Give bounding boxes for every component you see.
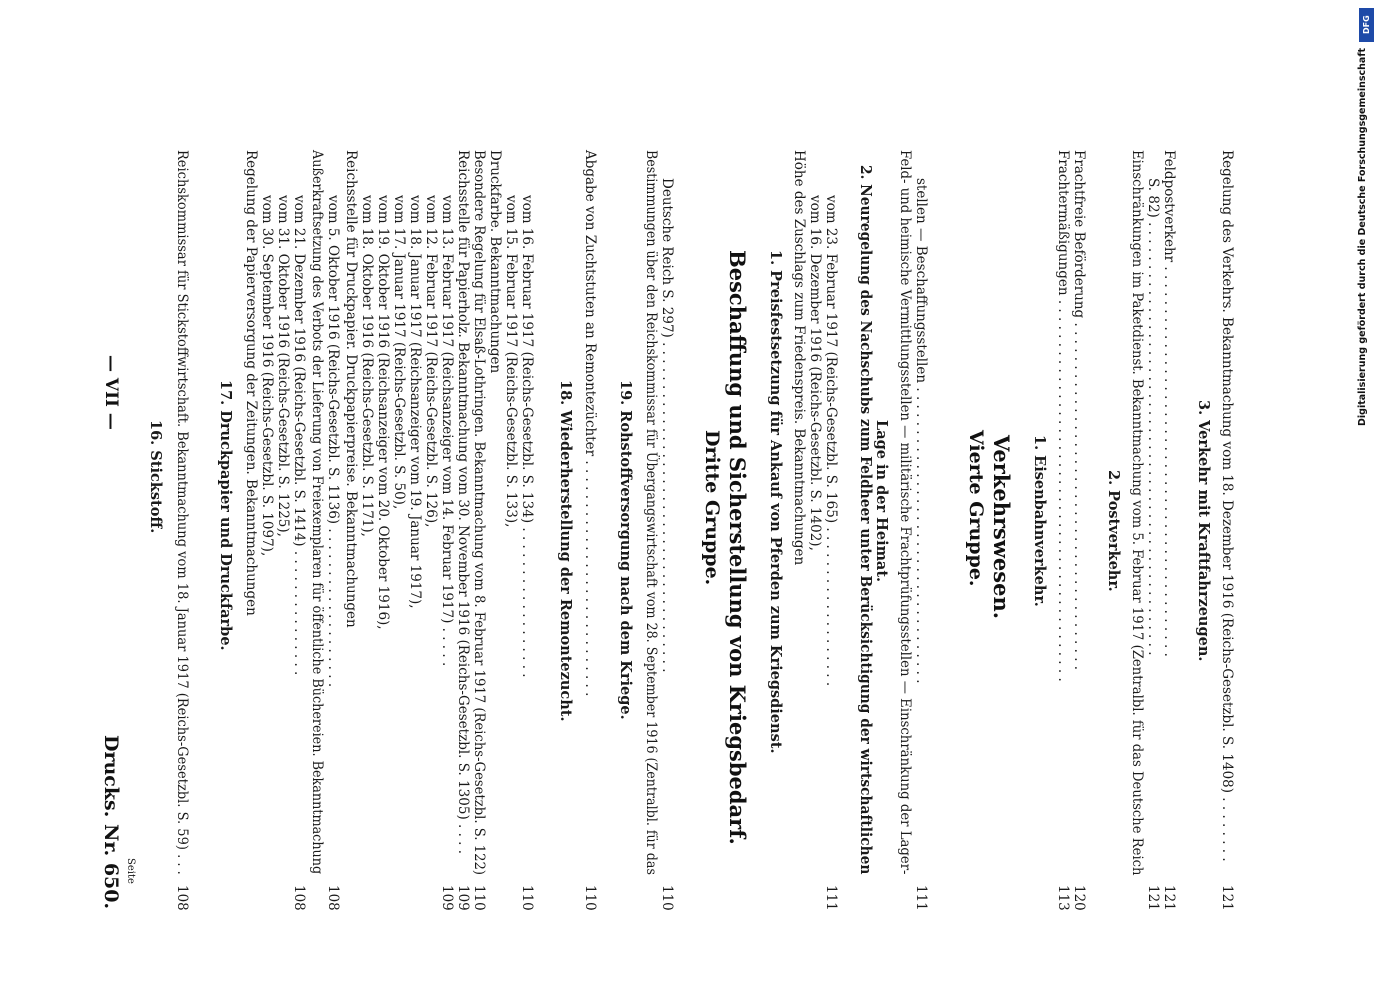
section-heading: Lage in der Heimat.: [873, 420, 890, 583]
toc-entry: vom 18. Januar 1917 (Reichsanzeiger vom 19. Januar 1917),: [407, 195, 423, 609]
toc-entry: Außerkraftsetzung des Verbots der Lieferung von Freiexemplaren für öffentliche Büchereien. Bekanntmachung: [309, 150, 325, 875]
toc-page: 111: [823, 885, 839, 911]
toc-entry: Druckfarbe. Bekanntmachungen: [487, 150, 503, 374]
toc-entry: Regelung des Verkehrs. Bekanntmachung vom 18. Dezember 1916 (Reichs-Gesetzbl. S. 1408) . . . . . . . .: [1219, 150, 1235, 862]
toc-entry: Einschränkungen im Paketdienst. Bekanntmachung vom 5. Februar 1917 (Zentralbl. für das Deutsche Reich: [1129, 150, 1145, 876]
toc-entry: vom 5. Oktober 1916 (Reichs-Gesetzbl. S. 1136) . . . . . . . . . . . . . . . . . . .: [325, 195, 341, 688]
toc-entry: vom 23. Februar 1917 (Reichs-Gesetzbl. S. 165) . . . . . . . . . . . . . . . . . . .: [823, 195, 839, 687]
toc-page: 121: [1145, 885, 1161, 911]
section-heading: 19. Rohstoffversorgung nach dem Kriege.: [617, 380, 634, 720]
toc-entry: Höhe des Zuschlags zum Friedenspreis. Bekanntmachungen: [791, 150, 807, 566]
section-heading: 1. Preisfestsetzung für Ankauf von Pferden zum Kriegsdienst.: [767, 250, 784, 754]
page-header-left: — VII —: [101, 355, 121, 430]
toc-page: 110: [582, 885, 598, 911]
toc-entry: vom 31. Oktober 1916 (Reichs-Gesetzbl. S. 1225),: [275, 195, 291, 537]
dfg-logo: DFG: [1359, 8, 1374, 42]
section-heading: 17. Druckpapier und Druckfarbe.: [217, 380, 234, 651]
toc-entry: vom 21. Dezember 1916 (Reichs-Gesetzbl. S. 1414) . . . . . . . . . . . . . . .: [291, 195, 307, 676]
group-heading: Vierte Gruppe.: [965, 430, 987, 587]
toc-entry: vom 16. Februar 1917 (Reichs-Gesetzbl. S. 134) . . . . . . . . . . . . . . . . . .: [519, 195, 535, 678]
toc-page: 108: [174, 885, 190, 911]
toc-entry: Reichskommissar für Stickstoffwirtschaft. Bekanntmachung vom 18. Januar 1917 (Reichs-Gesetzbl. S. 59) . . .: [174, 150, 190, 875]
toc-page: 110: [659, 885, 675, 911]
digitization-stamp: [1357, 8, 1377, 426]
digitization-credit: Digitalisierung gefördert durch die Deutsche Forschungsgemeinschaft: [1357, 48, 1368, 426]
toc-entry: vom 17. Januar 1917 (Reichs-Gesetzbl. S. 50),: [391, 195, 407, 510]
toc-page: 111: [913, 885, 929, 911]
toc-entry: Reichsstelle für Papierholz. Bekanntmachung vom 30. November 1916 (Reichs-Gesetzbl. S. 1305) . . . .: [455, 150, 471, 855]
toc-entry: vom 19. Oktober 1916 (Reichsanzeiger vom 20. Oktober 1916),: [375, 195, 391, 630]
toc-entry: Abgabe von Zuchtstuten an Remontezüchter . . . . . . . . . . . . . . . . . . . . . . . . . . . .: [582, 150, 598, 697]
toc-entry: Feld- und heimische Vermittlungsstellen — militärische Frachtprüfungsstellen — Einschränkung der Lager-: [897, 150, 913, 875]
section-heading: 18. Wiederherstellung der Remontezucht.: [557, 380, 574, 722]
toc-page: 121: [1219, 885, 1235, 911]
toc-entry: Besondere Regelung für Elsaß-Lothringen. Bekanntmachung vom 8. Februar 1917 (Reichs-Gesetzbl. S. 122): [471, 150, 487, 876]
toc-page: 108: [291, 885, 307, 911]
section-heading: 2. Postverkehr.: [1105, 470, 1122, 592]
toc-entry: vom 18. Oktober 1916 (Reichs-Gesetzbl. S. 1171),: [359, 195, 375, 537]
section-heading: 1. Eisenbahnverkehr.: [1031, 435, 1048, 607]
seite-label: Seite: [125, 858, 136, 884]
group-heading: Dritte Gruppe.: [701, 430, 723, 586]
group-title: Beschaffung und Sicherstellung von Kriegsbedarf.: [725, 250, 750, 845]
toc-entry: vom 13. Februar 1917 (Reichsanzeiger vom 14. Februar 1917) . . . . .: [439, 195, 455, 667]
toc-entry: Feldpostverkehr . . . . . . . . . . . . . . . . . . . . . . . . . . . . . . . . . . . . . . . . . . . . . .: [1161, 150, 1177, 657]
toc-entry: stellen — Beschaffungsstellen . . . . . . . . . . . . . . . . . . . . . . . . . . . . . . . . . . .: [913, 178, 929, 684]
toc-entry: vom 16. Dezember 1916 (Reichs-Gesetzbl. S. 1402),: [807, 195, 823, 551]
toc-page: 108: [325, 885, 341, 911]
section-heading: 3. Verkehr mit Kraftfahrzeugen.: [1195, 400, 1212, 662]
toc-entry: vom 15. Februar 1917 (Reichs-Gesetzbl. S. 133),: [503, 195, 519, 528]
toc-entry: Reichsstelle für Druckpapier. Druckpapierpreise. Bekanntmachungen: [343, 150, 359, 628]
page-header-right: Drucks. Nr. 650.: [100, 735, 122, 910]
toc-page: 110: [471, 885, 487, 911]
toc-page: 120: [1071, 885, 1087, 911]
toc-page: 113: [1055, 885, 1071, 911]
toc-entry: vom 12. Februar 1917 (Reichs-Gesetzbl. S. 126),: [423, 195, 439, 528]
toc-entry: vom 30. September 1916 (Reichs-Gesetzbl. S. 1097),: [259, 195, 275, 557]
toc-entry: Frachtermäßigungen . . . . . . . . . . . . . . . . . . . . . . . . . . . . . . . . . . . . . . . . . . . . .: [1055, 150, 1071, 682]
section-heading: 2. Neuregelung des Nachschubs zum Feldheer unter Berücksichtigung der wirtschaftlichen: [857, 165, 874, 875]
toc-entry: Bestimmungen über den Reichskommissar für Übergangswirtschaft vom 28. September 1916 (Zentralbl. für das: [643, 150, 659, 875]
toc-entry: Frachtfreie Beförderung . . . . . . . . . . . . . . . . . . . . . . . . . . . . . . . . . . . . . . . . .: [1071, 150, 1087, 671]
toc-entry: Regelung der Papierversorgung der Zeitungen. Bekanntmachungen: [243, 150, 259, 616]
toc-entry: Deutsche Reich S. 297) . . . . . . . . . . . . . . . . . . . . . . . . . . . . . . . . . . . . . . .: [659, 178, 675, 673]
toc-page: 110: [519, 885, 535, 911]
group-title: Verkehrswesen.: [989, 435, 1014, 620]
section-heading: 16. Stickstoff.: [147, 420, 164, 534]
toc-page: 109: [439, 885, 455, 911]
toc-entry: S. 82) . . . . . . . . . . . . . . . . . . . . . . . . . . . . . . . . . . . . . . . . . . . . . . . . . . .: [1145, 178, 1161, 656]
toc-page: 109: [455, 885, 471, 911]
toc-page: 121: [1161, 885, 1177, 911]
